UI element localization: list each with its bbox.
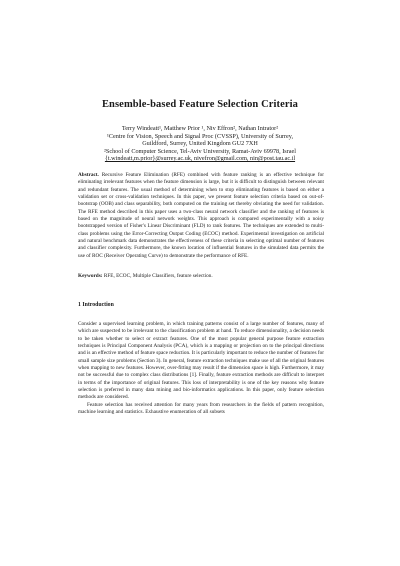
body-paragraph: Consider a supervised learning problem, in which training patterns consist of a large number of features, many of which are suspected to be irrelevant to the classification problem at hand. To reduce dimensionality, a decision needs to be taken whether to select or extract features. One of the most popular general purpose feature extraction techniques is Principal Component Analysis (PCA), which is a mapping or projection on to the principal directions and is an effective method of feature space reduction. It is particularly important to reduce the number of features for small sample size problems (Section 3). In general, feature extraction techniques make use of all the original features when mapping to new features. However, over-fitting may result if the dimension space is high. Furthermore, it may not be successful due to complex class distributions [1]. Finally, feature extraction methods are difficult to interpret in terms of the importance of original features. This loss of interpretability is one of the key reasons why feature selection is preferred in many data mining and bio-informatics applications. In this paper, only feature selection methods are considered.	[78, 321, 324, 401]
keywords-label: Keywords:	[78, 273, 103, 279]
body-paragraph: Feature selection has received attention for many years from researchers in the fields of pattern recognition, machine learning and statistics. Exhaustive enumeration of all subsets	[78, 401, 324, 416]
body-text	[78, 321, 324, 416]
keywords	[78, 273, 324, 280]
keywords-text: RFE, ECOC, Multiple Classifiers, feature selection.	[103, 273, 213, 279]
paper-title: Ensemble-based Feature Selection Criteria	[101, 99, 299, 110]
affiliation-line: Guildford, Surrey, United Kingdom GU2 7XH	[142, 140, 258, 148]
abstract-text: Recursive Feature Elimination (RFE) combined with feature ranking is an effective technique for eliminating irrelevant features when the feature dimension is large, but it is difficult to distinguish between relevant and redundant features. The usual method of determining when to stop eliminating features is based on either a validation set or cross-validation techniques. In this paper, we present feature selection criteria based on out-of-bootstrap (OOB) and class separability, both computed on the training set thereby obviating the need for validation. The RFE method described in this paper uses a two-class neural network classifier and the ranking of features is based on the magnitude of neural network weights. This approach is compared experimentally with a noisy bootstrapped version of Fisher's Linear Discriminant (FLD) to rank features. The techniques are extended to multi-class problems using the Error-Correcting Output Coding (ECOC) method. Experimental investigation on artificial and natural benchmark data demonstrates the effectiveness of these criteria in selecting optimal number of features and classifier complexity. Furthermore, the known location of influential features in the simulated data permits the use of ROC (Receiver Operating Curve) to demonstrate the performance of RFE.	[78, 172, 325, 259]
abstract	[78, 172, 324, 260]
email-line: {t.windeatt,m.prior}@surrey.ac.uk, nivefron@gmail.com, nin@post.tau.ac.il	[104, 155, 296, 163]
abstract-label: Abstract.	[78, 172, 99, 178]
authors-line: Terry Windeatt¹, Matthew Prior ¹, Niv Effron², Nathan Intrator²	[121, 125, 279, 132]
section-heading: 1 Introduction	[78, 302, 114, 308]
affiliation-line: ²School of Computer Science, Tel-Aviv University, Ramat-Aviv 69978, Israel	[104, 147, 296, 155]
affiliation-line: ¹Centre for Vision, Speech and Signal Proc (CVSSP), University of Surrey,	[106, 132, 294, 140]
author-block	[0, 125, 400, 163]
